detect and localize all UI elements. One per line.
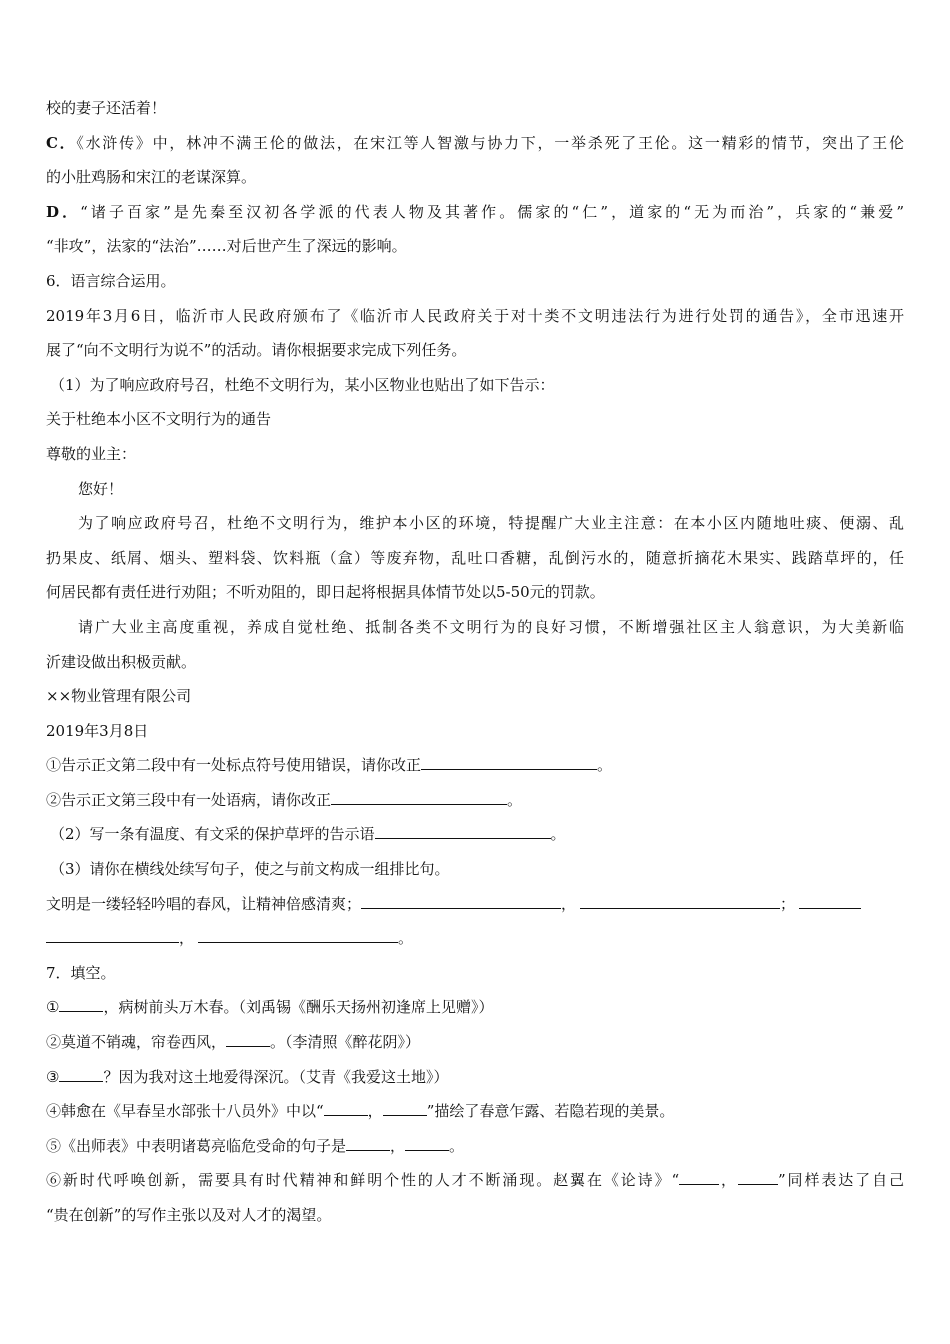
text-line: ②莫道不销魂，帘卷西风， [46, 1033, 227, 1052]
punctuation: ， [367, 1102, 383, 1121]
notice-signature [46, 686, 904, 706]
punctuation: 。 [597, 756, 613, 775]
question-6-intro [46, 306, 904, 326]
punctuation: 。 [550, 825, 566, 844]
answer-blank[interactable] [679, 1170, 719, 1185]
text-line: 。（李清照《醉花阴》） [270, 1033, 421, 1052]
text-line: 校的妻子还活着！ [46, 99, 167, 117]
text-line: 展了“向不文明行为说不”的活动。请你根据要求完成下列任务。 [46, 341, 467, 360]
text-line: ②告示正文第三段中有一处语病，请你改正 [46, 790, 332, 809]
notice-salutation [46, 444, 904, 464]
notice-date [46, 721, 904, 741]
text-line: ⑥新时代呼唤创新，需要具有时代精神和鲜明个性的人才不断涌现。赵翼在《论诗》“ [46, 1171, 680, 1190]
answer-blank[interactable] [226, 1032, 270, 1047]
answer-blank[interactable] [361, 894, 561, 909]
punctuation: 。 [398, 929, 414, 948]
sub-question-3 [46, 859, 904, 879]
fill-5 [46, 1136, 904, 1156]
text-line: ，病树前头万木春。（刘禹锡《酬乐天扬州初逢席上见赠》） [103, 998, 494, 1017]
notice-paragraph-2-line-2 [46, 548, 904, 568]
answer-blank[interactable] [738, 1170, 778, 1185]
fill-2 [46, 1032, 904, 1052]
text-line: 尊敬的业主： [46, 444, 137, 463]
punctuation: ； [780, 894, 796, 913]
document-page [46, 98, 904, 1240]
text-line: 您好！ [78, 479, 124, 498]
option-b-continuation [46, 98, 904, 118]
question-7-title [46, 963, 904, 983]
option-d [46, 202, 904, 222]
notice-paragraph-3 [46, 617, 904, 637]
question-6-title [46, 271, 904, 291]
fill-6 [46, 1170, 904, 1190]
fill-1 [46, 997, 904, 1017]
answer-blank[interactable] [46, 928, 179, 943]
fill-3 [46, 1067, 904, 1087]
answer-blank[interactable] [375, 824, 551, 839]
text-line: 7．填空。 [46, 963, 116, 982]
text-line: 2019年3月6日，临沂市人民政府颁布了《临沂市人民政府关于对十类不文明违法行为进行处罚的通告》，全市迅速开 [46, 306, 904, 325]
punctuation: ， [390, 1136, 406, 1155]
answer-blank[interactable] [421, 755, 597, 770]
sub-question-1 [46, 375, 904, 395]
punctuation: ， [561, 894, 577, 913]
text-line: ？因为我对这土地爱得深沉。（艾青《我爱这土地》） [103, 1067, 449, 1086]
answer-blank[interactable] [346, 1136, 390, 1151]
text-line: “非攻”，法家的“法治”……对后世产生了深远的影响。 [46, 237, 407, 256]
parallelism-line-2 [46, 928, 904, 948]
notice-greeting [46, 479, 904, 499]
text-line: 《水浒传》中，林冲不满王伦的做法，在宋江等人智激与协力下，一举杀死了王伦。这一精彩的情节，突出了王伦 [76, 133, 904, 152]
text-line: 文明是一缕轻轻吟唱的春风，让精神倍感清爽； [46, 894, 362, 913]
punctuation: ， [179, 929, 195, 948]
answer-blank[interactable] [405, 1136, 449, 1151]
option-c [46, 133, 904, 153]
parallelism-line-1 [46, 894, 904, 914]
text-line: ①告示正文第二段中有一处标点符号使用错误，请你改正 [46, 756, 422, 775]
notice-title [46, 409, 904, 429]
answer-blank[interactable] [580, 894, 780, 909]
notice-paragraph-3-line-2 [46, 652, 904, 672]
punctuation: ， [719, 1171, 738, 1190]
option-label: C． [46, 133, 77, 152]
answer-blank[interactable] [383, 1101, 427, 1116]
option-label: D． [46, 202, 81, 221]
answer-blank[interactable] [331, 790, 507, 805]
answer-blank[interactable] [59, 997, 103, 1012]
text-line: ××物业管理有限公司 [46, 687, 192, 706]
item-marker: ① [46, 998, 60, 1017]
item-marker: ③ [46, 1067, 60, 1086]
notice-paragraph-2-line-3 [46, 582, 904, 602]
answer-blank[interactable] [799, 894, 861, 909]
text-line: ”同样表达了自己 [777, 1171, 904, 1190]
task-2 [46, 790, 904, 810]
punctuation: 。 [507, 790, 523, 809]
text-line: 请广大业主高度重视，养成自觉杜绝、抵制各类不文明行为的良好习惯，不断增强社区主人翁意识，为大美新临 [78, 617, 904, 636]
text-line: “诸子百家”是先秦至汉初各学派的代表人物及其著作。儒家的“仁”，道家的“无为而治”，兵家的“兼爱” [80, 202, 904, 221]
question-6-intro-continuation [46, 340, 904, 360]
text-line: 何居民都有责任进行劝阻；不听劝阻的，即日起将根据具体情节处以5-50元的罚款。 [46, 583, 605, 602]
task-1 [46, 755, 904, 775]
text-line: 的小肚鸡肠和宋江的老谋深算。 [46, 168, 257, 187]
text-line: 6．语言综合运用。 [46, 271, 176, 290]
text-line: （1）为了响应政府号召，杜绝不文明行为，某小区物业也贴出了如下告示： [50, 375, 555, 394]
text-line: “贵在创新”的写作主张以及对人才的渴望。 [46, 1206, 332, 1224]
text-line: （3）请你在横线处续写句子，使之与前文构成一组排比句。 [50, 860, 450, 879]
option-c-continuation [46, 167, 904, 187]
text-line: 关于杜绝本小区不文明行为的通告 [46, 410, 272, 429]
notice-paragraph-2 [46, 513, 904, 533]
text-line: ④韩愈在《早春呈水部张十八员外》中以“ [46, 1102, 324, 1121]
fill-4 [46, 1101, 904, 1121]
text-line: 2019年3月8日 [46, 721, 149, 740]
option-d-continuation [46, 236, 904, 256]
sub-question-2 [46, 824, 904, 844]
text-line: 扔果皮、纸屑、烟头、塑料袋、饮料瓶（盒）等废弃物，乱吐口香糖，乱倒污水的，随意折摘花木果实、践踏草坪的，任 [46, 548, 904, 567]
text-line: ⑤《出师表》中表明诸葛亮临危受命的句子是 [46, 1136, 347, 1155]
fill-6-continuation [46, 1205, 904, 1225]
punctuation: 。 [449, 1136, 465, 1155]
answer-blank[interactable] [59, 1067, 103, 1082]
text-line: 沂建设做出积极贡献。 [46, 652, 197, 671]
answer-blank[interactable] [324, 1101, 368, 1116]
answer-blank[interactable] [198, 928, 398, 943]
text-line: ”描绘了春意乍露、若隐若现的美景。 [426, 1102, 675, 1121]
text-line: 为了响应政府号召，杜绝不文明行为，维护本小区的环境，特提醒广大业主注意：在本小区内随地吐痰、便溺、乱 [78, 514, 904, 533]
text-line: （2）写一条有温度、有文采的保护草坪的告示语 [50, 825, 375, 844]
